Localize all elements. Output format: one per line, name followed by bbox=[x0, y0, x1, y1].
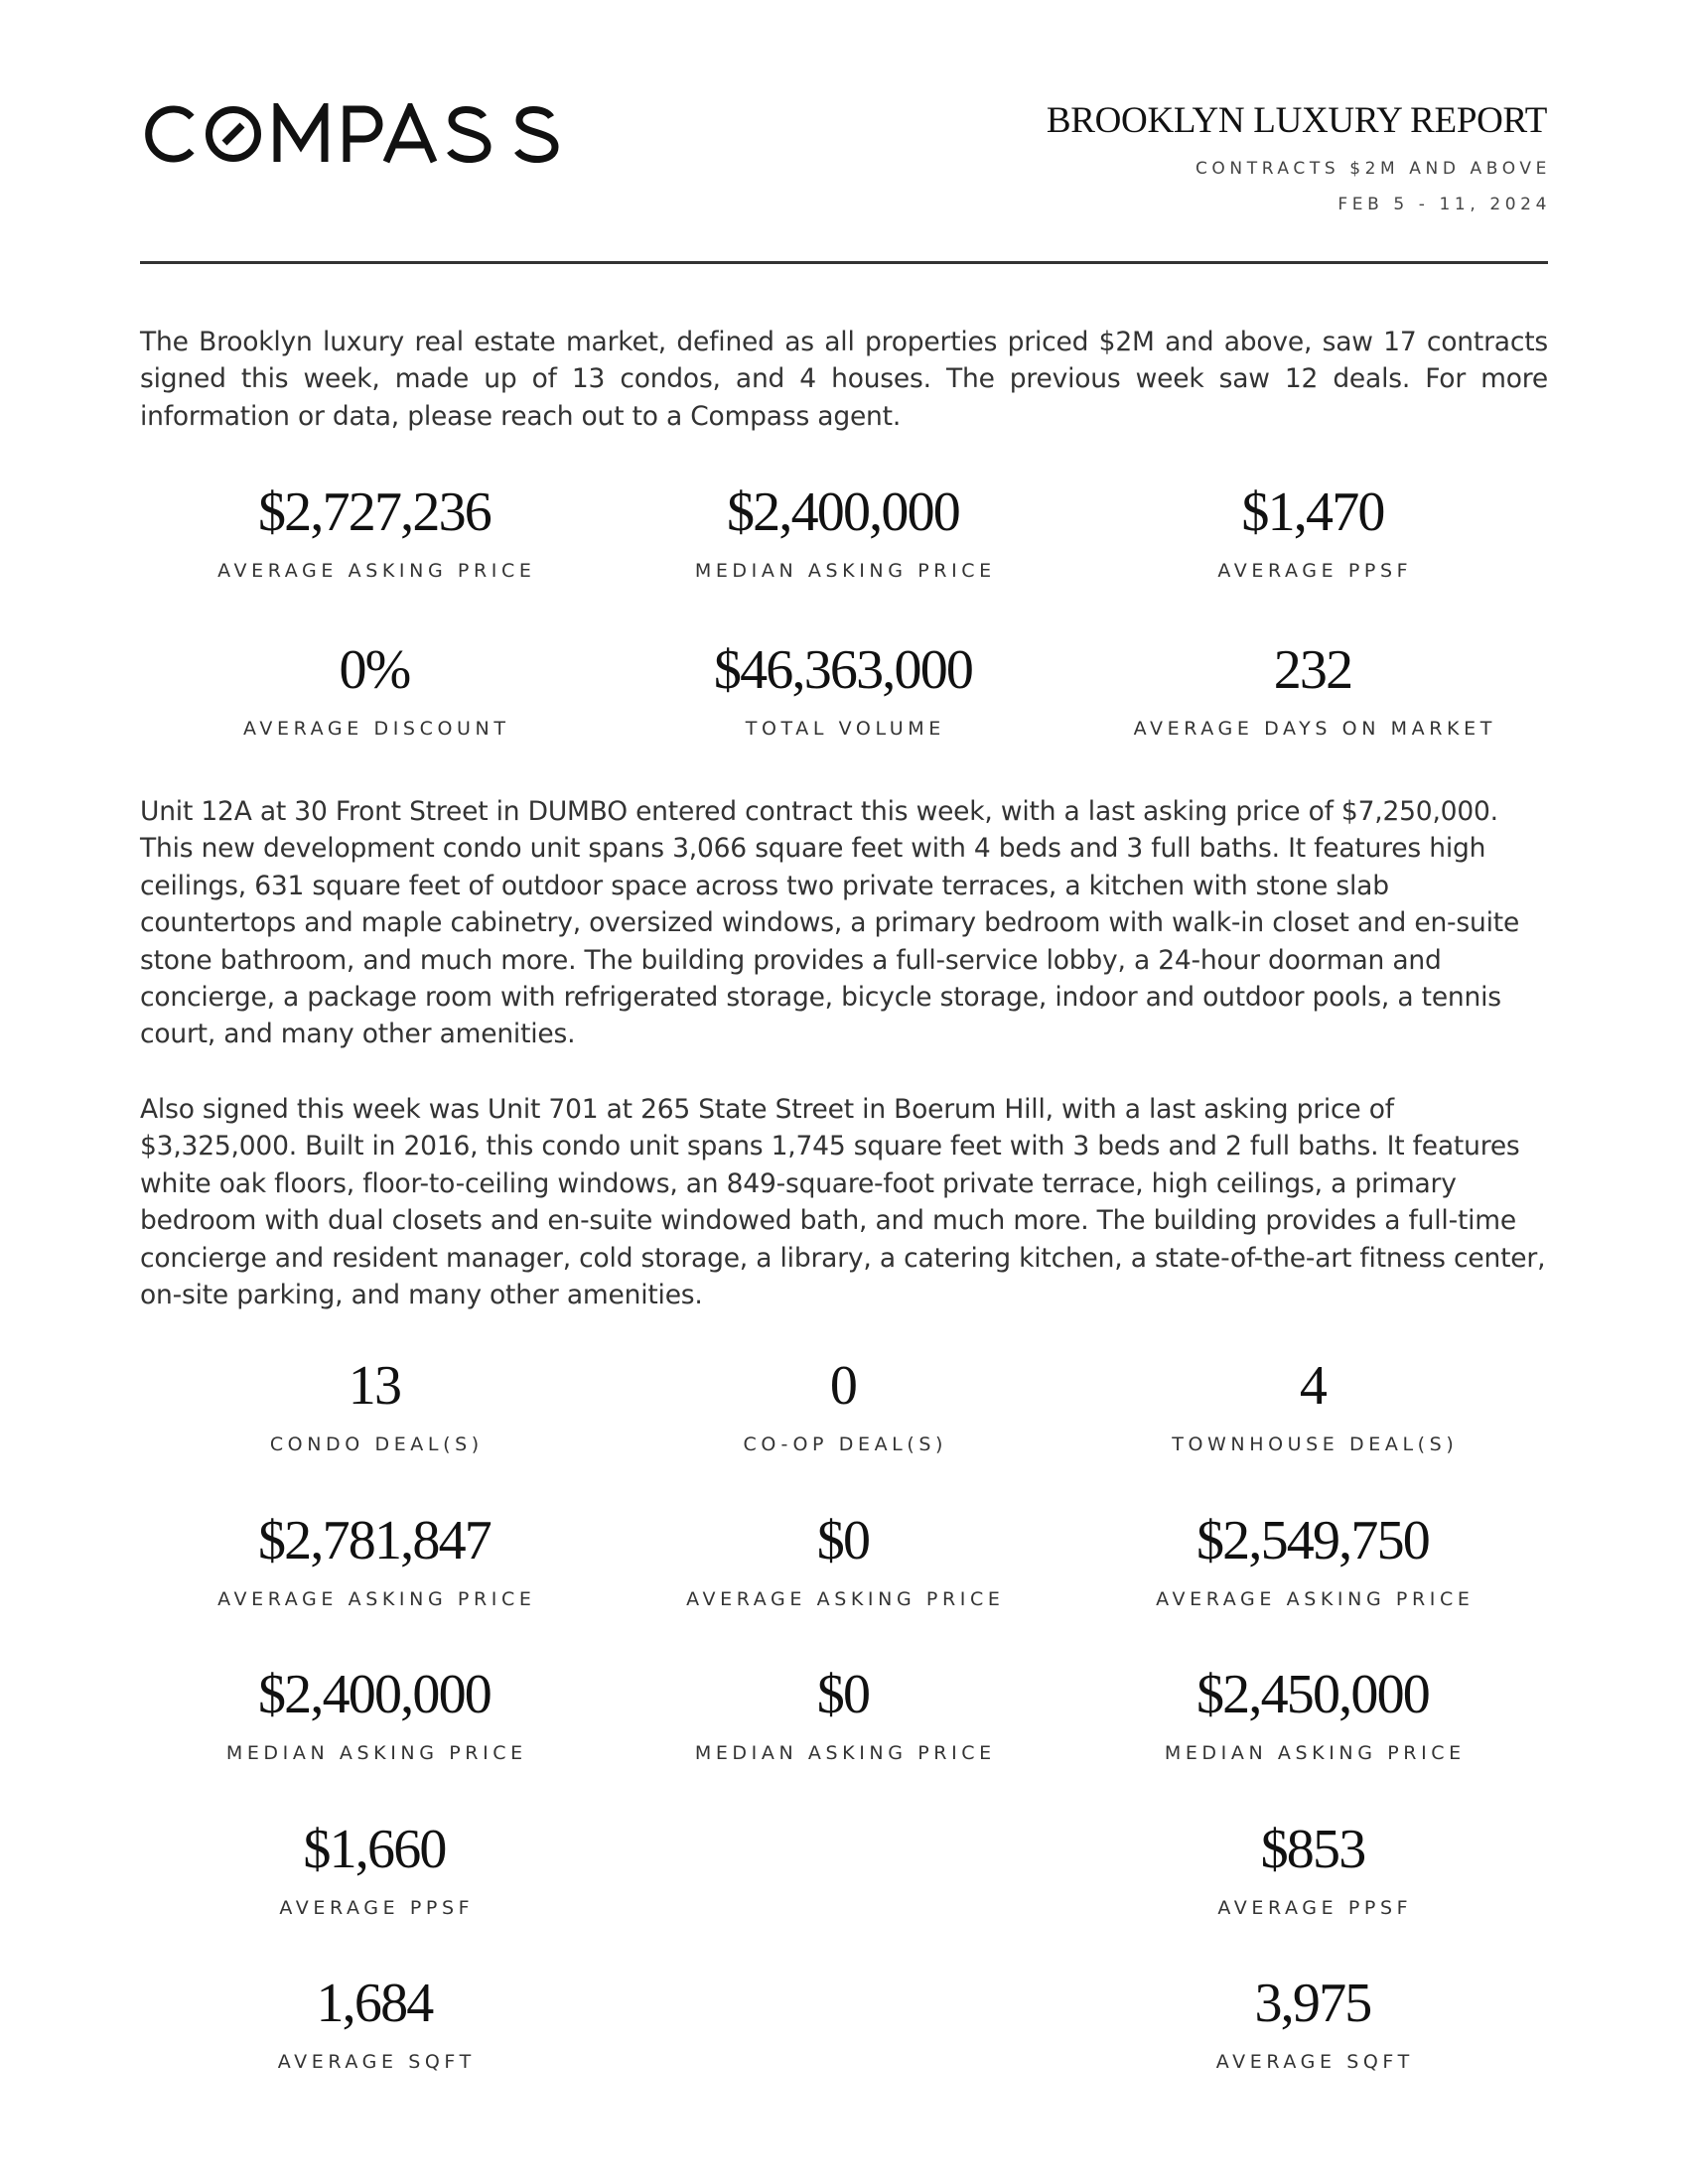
stat-label: MEDIAN ASKING PRICE bbox=[694, 560, 996, 582]
stat-average-ppsf bbox=[1077, 480, 1548, 638]
stat-total-volume bbox=[609, 638, 1077, 796]
stat-value: $853 bbox=[1260, 1818, 1365, 1880]
stat-average-discount bbox=[140, 638, 609, 796]
stat-value: 0% bbox=[339, 639, 410, 701]
highlight-paragraph-265-state-street: Also signed this week was Unit 701 at 265 State Street in Boerum Hill, with a last asking price of $3,325,000. Built in 2016, this condo unit spans 1,745 square feet with 3 beds and 2 full baths. It features white oak floors, floor-to-ceiling windows, an 849-square-foot private terrace, high ceilings, a primary bedroom with dual closets and en-suite windowed bath, and much more. The building provides a full-time concierge and resident manager, cold storage, a library, a catering kitchen, a state-of-the-art fitness center, on-site parking, and many other amenities. bbox=[140, 1094, 1546, 1311]
stat-value: $2,549,750 bbox=[1196, 1509, 1429, 1571]
stat-value: $1,660 bbox=[303, 1818, 446, 1880]
stat-label: MEDIAN ASKING PRICE bbox=[225, 1742, 527, 1764]
stat-label: MEDIAN ASKING PRICE bbox=[1164, 1742, 1466, 1764]
condo-average-ppsf bbox=[140, 1818, 609, 1973]
stat-median-asking-price bbox=[609, 480, 1077, 638]
stat-label: CO-OP DEAL(S) bbox=[743, 1433, 948, 1455]
condo-median-asking-price bbox=[140, 1663, 609, 1818]
condo-average-asking-price bbox=[140, 1509, 609, 1664]
coop-empty-cell bbox=[609, 1818, 1077, 1973]
stat-value: $1,470 bbox=[1241, 481, 1384, 543]
compass-wordmark-icon bbox=[142, 103, 563, 165]
report-header bbox=[1046, 99, 1551, 214]
stat-label: AVERAGE DISCOUNT bbox=[243, 718, 510, 740]
report-subtitle: CONTRACTS $2M AND ABOVE bbox=[1195, 159, 1551, 179]
townhouse-average-sqft bbox=[1077, 1972, 1548, 2126]
townhouse-average-ppsf bbox=[1077, 1818, 1548, 1973]
header-divider bbox=[140, 261, 1548, 264]
compass-logo bbox=[142, 103, 563, 165]
stat-value: $2,781,847 bbox=[257, 1509, 491, 1571]
intro-paragraph: The Brooklyn luxury real estate market, defined as all properties priced $2M and above, saw 17 contracts signed this week, made up of 13 condos, and 4 houses. The previous week saw 12 deals. For more information or data, please reach out to a Compass agent. bbox=[140, 327, 1548, 432]
property-type-breakdown-grid bbox=[140, 1354, 1548, 2126]
stat-average-asking-price bbox=[140, 480, 609, 638]
report-title: BROOKLYN LUXURY REPORT bbox=[1046, 100, 1547, 141]
stat-value: 4 bbox=[1299, 1355, 1327, 1417]
stat-value: $2,400,000 bbox=[257, 1664, 491, 1725]
stat-label: AVERAGE ASKING PRICE bbox=[217, 560, 536, 582]
stat-value: $0 bbox=[816, 1664, 870, 1725]
stat-label: AVERAGE ASKING PRICE bbox=[686, 1587, 1005, 1610]
stat-value: 13 bbox=[348, 1355, 401, 1417]
townhouse-median-asking-price bbox=[1077, 1663, 1548, 1818]
stat-label: AVERAGE SQFT bbox=[277, 2051, 476, 2073]
stat-value: 1,684 bbox=[316, 1973, 433, 2034]
stat-label: MEDIAN ASKING PRICE bbox=[694, 1742, 996, 1764]
stat-value: 3,975 bbox=[1254, 1973, 1371, 2034]
stat-label: CONDO DEAL(S) bbox=[269, 1433, 484, 1455]
stat-value: 232 bbox=[1273, 639, 1352, 701]
stat-value: $2,400,000 bbox=[726, 481, 959, 543]
coop-median-asking-price bbox=[609, 1663, 1077, 1818]
stat-label: AVERAGE PPSF bbox=[1217, 1896, 1413, 1919]
stat-value: 0 bbox=[829, 1355, 857, 1417]
stat-average-days-on-market bbox=[1077, 638, 1548, 796]
summary-stats-grid bbox=[140, 480, 1548, 796]
stat-label: AVERAGE PPSF bbox=[1217, 560, 1413, 582]
stat-label: AVERAGE PPSF bbox=[279, 1896, 475, 1919]
coop-empty-cell bbox=[609, 1972, 1077, 2126]
stat-value: $46,363,000 bbox=[713, 639, 973, 701]
coop-deals bbox=[609, 1354, 1077, 1509]
stat-value: $2,450,000 bbox=[1196, 1664, 1429, 1725]
highlight-paragraph-30-front-street: Unit 12A at 30 Front Street in DUMBO entered contract this week, with a last asking price of $7,250,000. This new development condo unit spans 3,066 square feet with 4 beds and 3 full baths. It features high ceilings, 631 square feet of outdoor space across two private terraces, a kitchen with stone slab countertops and maple cabinetry, oversized windows, a primary bedroom with walk-in closet and en-suite stone bathroom, and much more. The building provides a full-service lobby, a 24-hour doorman and concierge, a package room with refrigerated storage, bicycle storage, indoor and outdoor pools, a tennis court, and many other amenities. bbox=[140, 796, 1520, 1050]
condo-deals bbox=[140, 1354, 609, 1509]
stat-label: AVERAGE SQFT bbox=[1215, 2051, 1414, 2073]
townhouse-average-asking-price bbox=[1077, 1509, 1548, 1664]
stat-label: TOWNHOUSE DEAL(S) bbox=[1172, 1433, 1459, 1455]
stat-label: AVERAGE DAYS ON MARKET bbox=[1133, 718, 1496, 740]
coop-average-asking-price bbox=[609, 1509, 1077, 1664]
stat-label: AVERAGE ASKING PRICE bbox=[1156, 1587, 1475, 1610]
stat-value: $0 bbox=[816, 1509, 870, 1571]
stat-label: AVERAGE ASKING PRICE bbox=[217, 1587, 536, 1610]
condo-average-sqft bbox=[140, 1972, 609, 2126]
report-date-range: FEB 5 - 11, 2024 bbox=[1337, 195, 1551, 214]
townhouse-deals bbox=[1077, 1354, 1548, 1509]
stat-value: $2,727,236 bbox=[257, 481, 491, 543]
stat-label: TOTAL VOLUME bbox=[745, 718, 945, 740]
